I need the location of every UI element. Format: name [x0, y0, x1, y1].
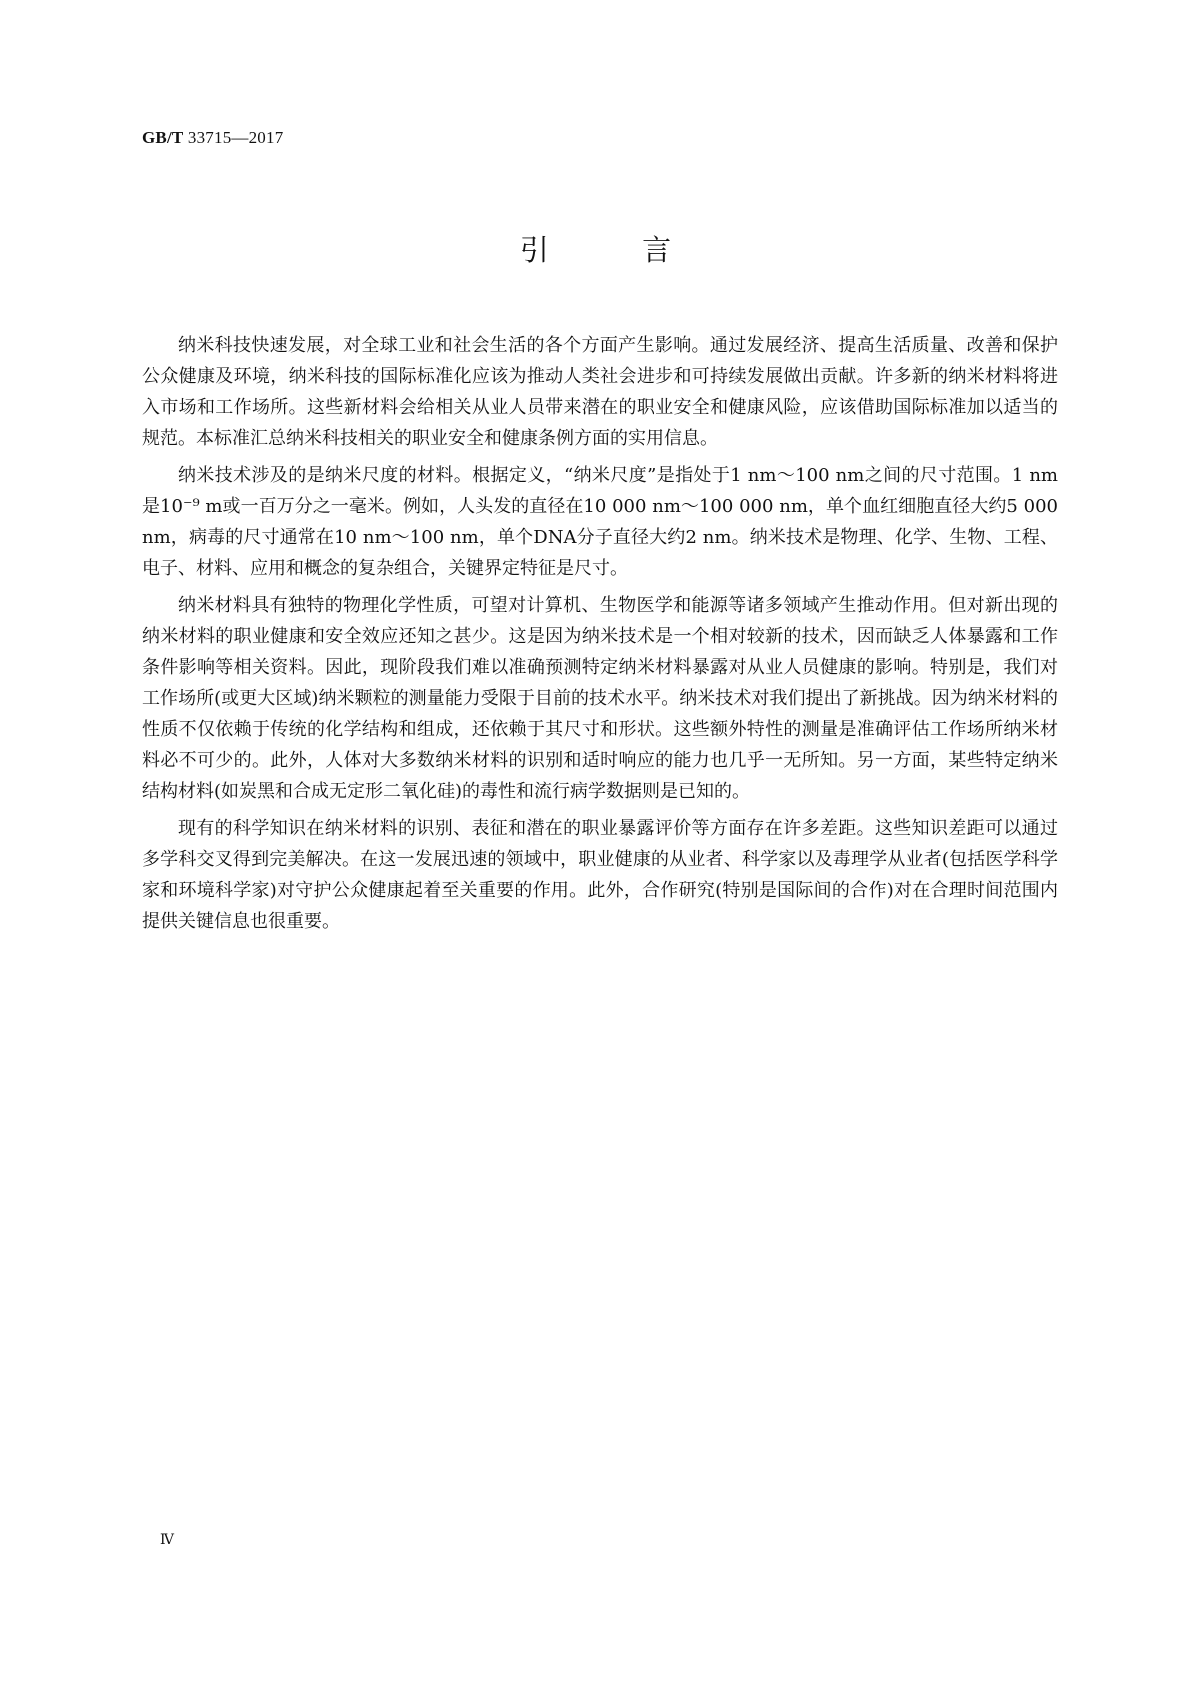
- paragraph-1: 纳米科技快速发展，对全球工业和社会生活的各个方面产生影响。通过发展经济、提高生活质量、改善和保护公众健康及环境，纳米科技的国际标准化应该为推动人类社会进步和可持续发展做出贡献。许多新的纳米材料将进入市场和工作场所。这些新材料会给相关从业人员带来潜在的职业安全和健康风险，应该借助国际标准加以适当的规范。本标准汇总纳米科技相关的职业安全和健康条例方面的实用信息。: [142, 335, 1058, 449]
- page-number: Ⅳ: [160, 1533, 174, 1548]
- section-title: 引 言: [519, 233, 714, 267]
- paragraph-2: 纳米技术涉及的是纳米尺度的材料。根据定义，“纳米尺度”是指处于1 nm～100 nm之间的尺寸范围。1 nm是10⁻⁹ m或一百万分之一毫米。例如，人头发的直径在10 000 nm～100 000 nm，单个血红细胞直径大约5 000 nm，病毒的尺寸通常在10 nm～100 nm，单个DNA分子直径大约2 nm。纳米技术是物理、化学、生物、工程、电子、材料、应用和概念的复杂组合，关键界定特征是尺寸。: [142, 465, 1058, 579]
- body-text: [142, 330, 1058, 943]
- paragraph-4: 现有的科学知识在纳米材料的识别、表征和潜在的职业暴露评价等方面存在许多差距。这些知识差距可以通过多学科交叉得到完美解决。在这一发展迅速的领域中，职业健康的从业者、科学家以及毒理学从业者(包括医学科学家和环境科学家)对守护公众健康起着至关重要的作用。此外，合作研究(特别是国际间的合作)对在合理时间范围内提供关键信息也很重要。: [142, 818, 1058, 932]
- standard-number: 33715—2017: [187, 128, 284, 147]
- paragraph-3: 纳米材料具有独特的物理化学性质，可望对计算机、生物医学和能源等诸多领域产生推动作用。但对新出现的纳米材料的职业健康和安全效应还知之甚少。这是因为纳米技术是一个相对较新的技术，因而缺乏人体暴露和工作条件影响等相关资料。因此，现阶段我们难以准确预测特定纳米材料暴露对从业人员健康的影响。特别是，我们对工作场所(或更大区域)纳米颗粒的测量能力受限于目前的技术水平。纳米技术对我们提出了新挑战。因为纳米材料的性质不仅依赖于传统的化学结构和组成，还依赖于其尺寸和形状。这些额外特性的测量是准确评估工作场所纳米材料必不可少的。此外，人体对大多数纳米材料的识别和适时响应的能力也几乎一无所知。另一方面，某些特定纳米结构材料(如炭黑和合成无定形二氧化硅)的毒性和流行病学数据则是已知的。: [142, 595, 1058, 802]
- standard-code: [142, 128, 283, 148]
- standard-prefix: GB/T: [142, 128, 184, 147]
